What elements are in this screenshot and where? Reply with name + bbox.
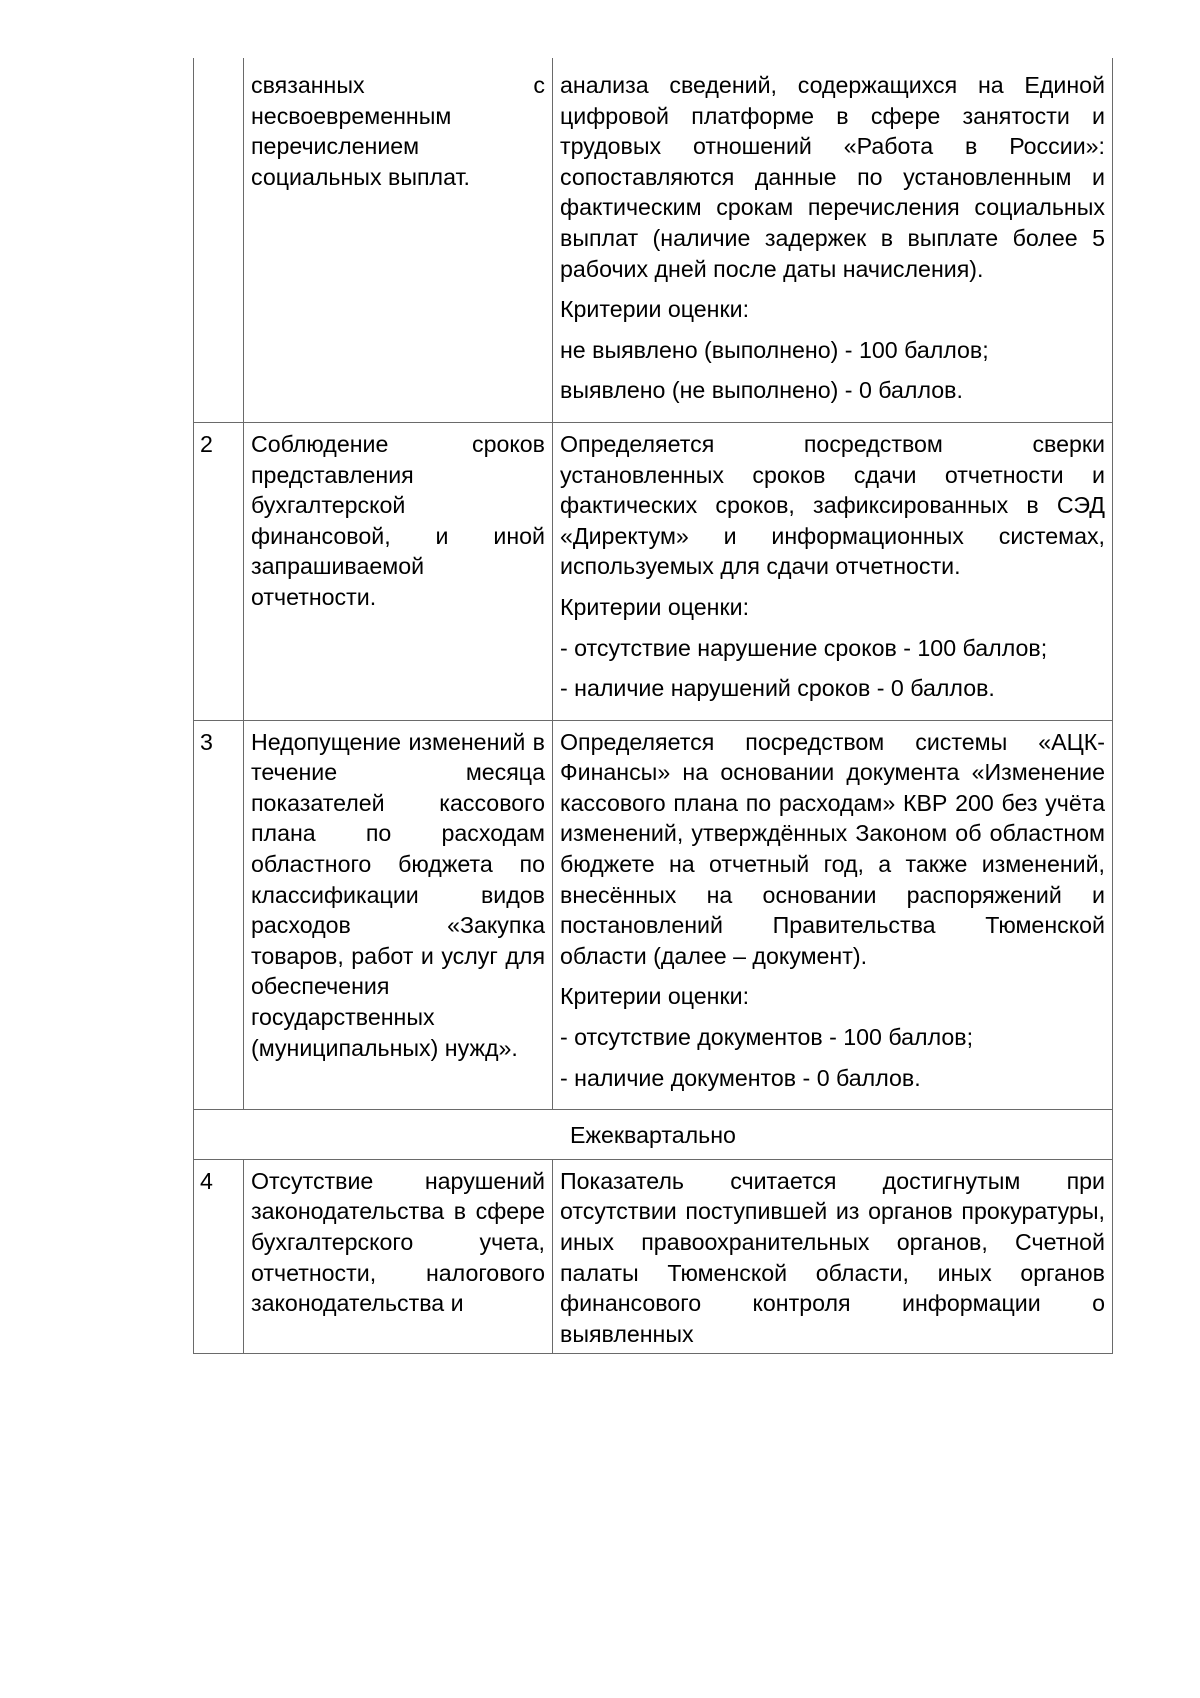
table-row [194,720,1113,1110]
description-cell [553,422,1113,720]
criteria-heading: Критерии оценки: [560,593,750,620]
criteria-heading: Критерии оценки: [560,983,750,1010]
table-row [194,58,1113,422]
row-number [194,58,244,422]
row-number: 2 [194,422,244,720]
criteria-item: не выявлено (выполнено) - 100 баллов; [560,336,989,363]
description-paragraph: анализа сведений, содержащихся на Единой цифровой платформе в сфере занятости и трудовых отношений «Работа в России»: сопоставляются данные по установленным и фактическим срокам перечисления социальных выплат (наличие задержек в выплате более 5 рабочих дней после даты начисления). [560,72,1105,282]
table-row [194,1159,1113,1354]
description-cell [553,1159,1113,1354]
description-cell [553,58,1113,422]
criterion-text: Отсутствие нарушений законодательства в сфере бухгалтерского учета, отчетности, налогового законодательства и [251,1167,545,1317]
criterion-cell [244,1159,553,1354]
criteria-item: - отсутствие нарушение сроков - 100 баллов; [560,634,1048,661]
section-row [194,1110,1113,1160]
criterion-cell [244,422,553,720]
criteria-item: выявлено (не выполнено) - 0 баллов. [560,377,963,404]
description-cell [553,720,1113,1110]
row-number: 3 [194,720,244,1110]
criterion-text: связанных с несвоевременным перечислением социальных выплат. [251,72,545,190]
criteria-item: - наличие документов - 0 баллов. [560,1064,921,1091]
description-paragraph: Показатель считается достигнутым при отсутствии поступившей из органов прокуратуры, иных правоохранительных органов, Счетной палаты Тюменской области, иных органов финансового контроля информации о выявленных [560,1167,1105,1347]
description-paragraph: Определяется посредством сверки установленных сроков сдачи отчетности и фактических сроков, зафиксированных в СЭД «Директум» и информационных системах, используемых для сдачи отчетности. [560,430,1105,580]
document-page [193,58,1113,1354]
criteria-table [193,58,1113,1354]
row-number: 4 [194,1159,244,1354]
criteria-item: - наличие нарушений сроков - 0 баллов. [560,675,995,702]
section-heading: Ежеквартально [194,1110,1113,1160]
description-paragraph: Определяется посредством системы «АЦК-Финансы» на основании документа «Изменение кассового плана по расходам» КВР 200 без учёта изменений, утверждённых Законом об областном бюджете на отчетный год, а также изменений, внесённых на основании распоряжений и постановлений Правительства Тюменской области (далее – документ). [560,728,1105,969]
criterion-cell [244,720,553,1110]
criterion-text: Недопущение изменений в течение месяца показателей кассового плана по расходам областного бюджета по классификации видов расходов «Закупка товаров, работ и услуг для обеспечения государственных (муниципальных) нужд». [251,728,545,1061]
table-row [194,422,1113,720]
criteria-heading: Критерии оценки: [560,296,750,323]
criterion-text: Соблюдение сроков представления бухгалтерской финансовой, и иной запрашиваемой отчетности. [251,430,545,610]
criteria-item: - отсутствие документов - 100 баллов; [560,1024,974,1051]
criterion-cell [244,58,553,422]
